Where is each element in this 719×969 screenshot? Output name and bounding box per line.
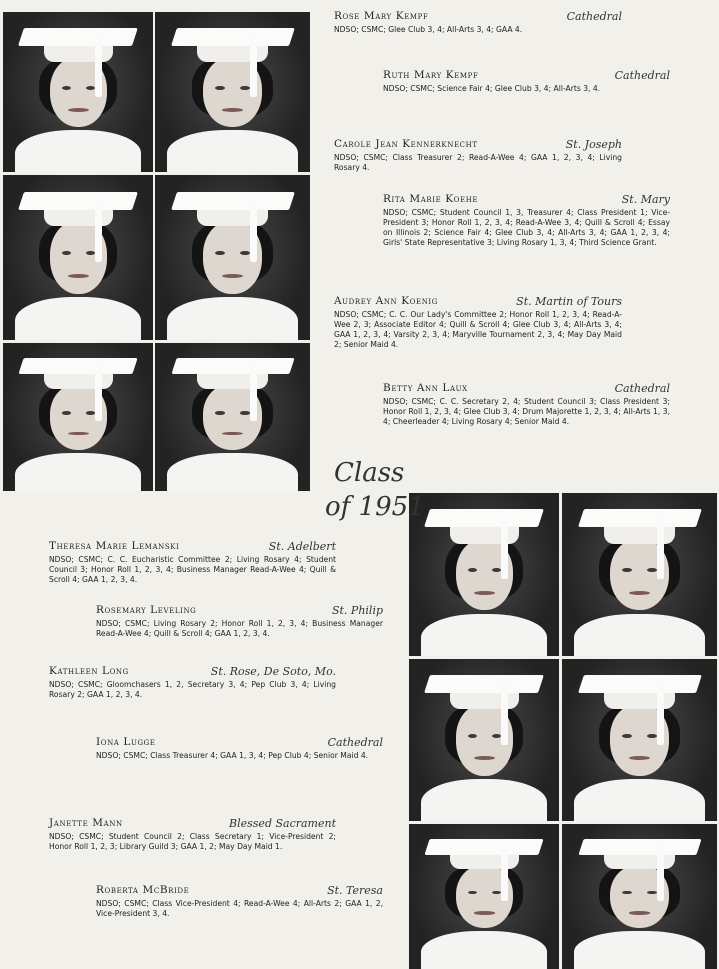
student-activities: NDSO; CSMC; Class Treasurer 2; Read-A-Wee 4; GAA 1, 2, 3, 4; Living Rosary 4.: [334, 153, 622, 172]
student-parish: Blessed Sacrament: [229, 817, 336, 830]
student-entry: [49, 665, 336, 700]
portrait-roberta-mcbride: [562, 824, 717, 969]
student-name: Theresa Marie Lemanski: [49, 540, 180, 552]
class-heading-line2: of 1951: [325, 492, 425, 522]
portrait-rose-mary-kempf: [3, 12, 153, 172]
student-entry: [383, 193, 670, 248]
portrait-audrey-ann-koenig: [3, 343, 153, 491]
student-activities: NDSO; CSMC; Student Council 1, 3, Treasurer 4; Class President 1; Vice-President 3; Honor Roll 1, 2, 3, 4; Read-A-Wee 3, 4; Quill & Scroll 4; Essay on Illinois 2; Science Fair 4; Glee Club 3, 4; All-Arts 3, 4; GAA 1, 2, 3, 4; Girls' State Representative 3; Living Rosary 1, 3, 4; Third Science Grant.: [383, 208, 670, 247]
student-parish: St. Adelbert: [268, 540, 336, 553]
student-parish: St. Teresa: [327, 884, 383, 897]
student-parish: St. Rose, De Soto, Mo.: [210, 665, 336, 678]
student-entry: [383, 69, 670, 94]
portrait-betty-ann-laux: [155, 343, 310, 491]
portrait-iona-lugge: [562, 659, 717, 821]
student-activities: NDSO; CSMC; Class Treasurer 4; GAA 1, 3, 4; Pep Club 4; Senior Maid 4.: [96, 751, 369, 760]
portrait-rita-marie-koehe: [155, 175, 310, 340]
student-activities: NDSO; CSMC; C. C. Secretary 2, 4; Student Council 3; Class President 3; Honor Roll 1, 2, 3, 4; Glee Club 3, 4; Drum Majorette 1, 2, 3, 4; All-Arts 1, 3, 4; Cheerleader 4; Living Rosary 4; Senior Maid 4.: [383, 397, 670, 426]
student-entry: [334, 10, 622, 35]
student-parish: Cathedral: [566, 10, 622, 23]
student-name: Betty Ann Laux: [383, 382, 468, 394]
student-name: Rosemary Leveling: [96, 604, 197, 616]
portrait-carole-jean-kennerknecht: [3, 175, 153, 340]
student-name: Ruth Mary Kempf: [383, 69, 479, 81]
student-name: Kathleen Long: [49, 665, 129, 677]
portrait-kathleen-long: [409, 659, 559, 821]
student-activities: NDSO; CSMC; C. C. Eucharistic Committee 2; Living Rosary 4; Student Council 3; Honor Roll 1, 2, 3, 4; Business Manager Read-A-Wee 4; Quill & Scroll 4; GAA 1, 2, 3, 4.: [49, 555, 336, 584]
student-entry: [96, 884, 383, 919]
student-activities: NDSO; CSMC; Student Council 2; Class Secretary 1; Vice-President 2; Honor Roll 1, 2, 3; Library Guild 3; GAA 1, 2; May Day Maid 1.: [49, 832, 336, 851]
student-activities: NDSO; CSMC; Living Rosary 2; Honor Roll 1, 2, 3, 4; Business Manager Read-A-Wee 4; Quill & Scroll 4; GAA 1, 2, 3, 4.: [96, 619, 383, 638]
student-entry: [49, 540, 336, 585]
student-parish: St. Joseph: [565, 138, 622, 151]
portrait-janette-mann: [409, 824, 559, 969]
student-name: Carole Jean Kennerknecht: [334, 138, 478, 150]
student-name: Janette Mann: [49, 817, 123, 829]
student-entry: [383, 382, 670, 427]
student-activities: NDSO; CSMC; C. C. Our Lady's Committee 2; Honor Roll 1, 2, 3, 4; Read-A-Wee 2, 3; Associate Editor 4; Quill & Scroll 4; Glee Club 3, 4; All-Arts 3, 4; GAA 1, 2, 3, 4; Varsity 2, 3, 4; Maryville Tournament 2, 3, 4; May Day Maid 2; Senior Maid 4.: [334, 310, 622, 349]
student-name: Roberta McBride: [96, 884, 190, 896]
student-entry: [334, 295, 622, 350]
portrait-ruth-mary-kempf: [155, 12, 310, 172]
student-activities: NDSO; CSMC; Glee Club 3, 4; All-Arts 3, 4; GAA 4.: [334, 25, 523, 34]
student-entry: [49, 817, 336, 852]
student-parish: St. Philip: [331, 604, 383, 617]
portrait-rosemary-leveling: [562, 493, 717, 656]
student-parish: St. Martin of Tours: [516, 295, 622, 308]
student-parish: Cathedral: [614, 69, 670, 82]
student-parish: Cathedral: [327, 736, 383, 749]
student-entry: [334, 138, 622, 173]
student-parish: Cathedral: [614, 382, 670, 395]
class-heading-line1: Class: [334, 458, 405, 488]
student-name: Rita Marie Koehe: [383, 193, 479, 205]
student-parish: St. Mary: [621, 193, 670, 206]
portrait-theresa-marie-lemanski: [409, 493, 559, 656]
student-activities: NDSO; CSMC; Gloomchasers 1, 2, Secretary 3, 4; Pep Club 3, 4; Living Rosary 2; GAA 1, 2, 3, 4.: [49, 680, 336, 699]
student-entry: [96, 604, 383, 639]
student-activities: NDSO; CSMC; Science Fair 4; Glee Club 3, 4; All-Arts 3, 4.: [383, 84, 601, 93]
student-activities: NDSO; CSMC; Class Vice-President 4; Read-A-Wee 4; All-Arts 2; GAA 1, 2, Vice-President 3, 4.: [96, 899, 383, 918]
student-name: Audrey Ann Koenig: [334, 295, 438, 307]
student-name: Iona Lugge: [96, 736, 156, 748]
student-name: Rose Mary Kempf: [334, 10, 429, 22]
student-entry: [96, 736, 383, 761]
